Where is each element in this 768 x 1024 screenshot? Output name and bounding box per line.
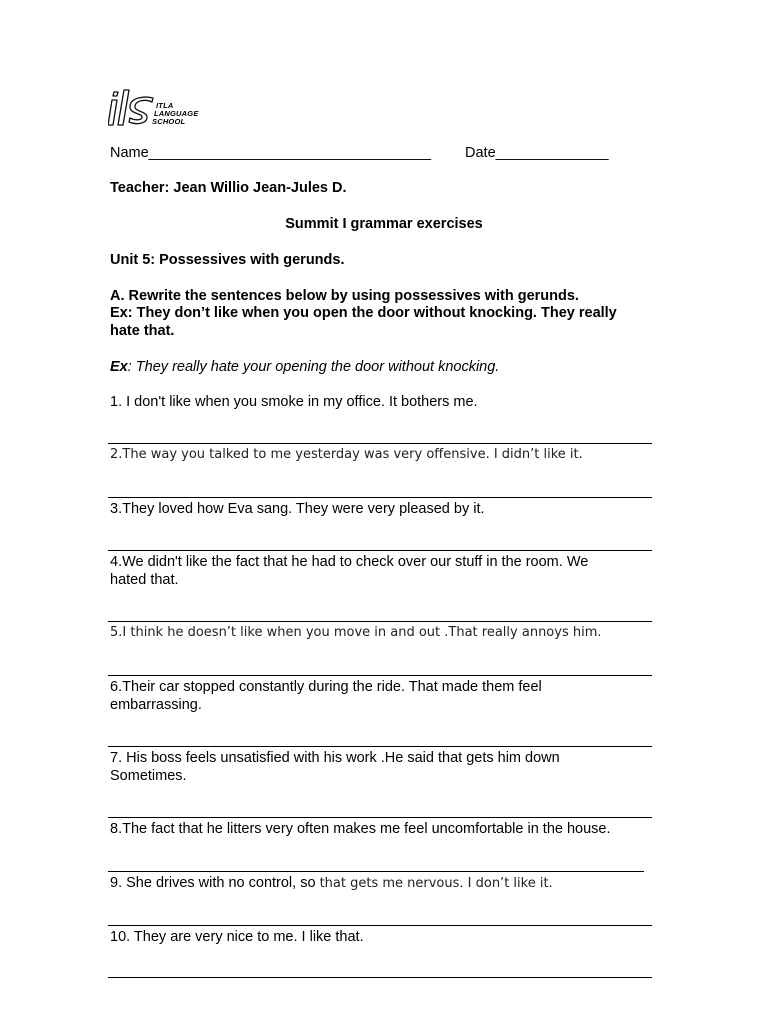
example-answer	[110, 358, 499, 376]
teacher-line: Teacher: Jean Willio Jean-Jules D.	[110, 180, 347, 196]
example-answer-prefix: Ex	[110, 359, 128, 375]
exercise-5-text: 5.I think he doesn’t like when you move in and out .That really annoys him.	[110, 625, 602, 640]
exercise-5-answer-line[interactable]	[108, 675, 652, 676]
logo-text-line-2: LANGUAGE	[154, 109, 199, 118]
exercise-7-text-line-2: Sometimes.	[110, 768, 187, 784]
exercise-9-answer-line[interactable]	[108, 925, 652, 926]
logo-text-line-3: SCHOOL	[152, 117, 186, 126]
instructions-heading: A. Rewrite the sentences below by using possessives with gerunds.	[110, 288, 579, 304]
exercise-9-text-part-2: that gets me nervous. I don’t like it.	[319, 876, 553, 891]
exercise-2-answer-line[interactable]	[108, 497, 652, 498]
exercise-8-text: 8.The fact that he litters very often makes me feel uncomfortable in the house.	[110, 821, 611, 837]
unit-heading: Unit 5: Possessives with gerunds.	[110, 252, 345, 268]
page-title: Summit I grammar exercises	[285, 216, 483, 232]
exercise-4-text-line-1: 4.We didn't like the fact that he had to check over our stuff in the room. We	[110, 554, 589, 570]
exercise-1-text: 1. I don't like when you smoke in my office. It bothers me.	[110, 394, 478, 410]
school-logo	[108, 88, 218, 130]
exercise-9-text	[110, 874, 553, 893]
name-field-label: Name___________________________________	[110, 145, 431, 161]
exercise-2-text: 2.The way you talked to me yesterday was very offensive. I didn’t like it.	[110, 447, 583, 462]
example-line-2: hate that.	[110, 323, 175, 339]
exercise-6-text-line-2: embarrassing.	[110, 697, 202, 713]
exercise-1-answer-line[interactable]	[108, 443, 652, 444]
exercise-7-answer-line[interactable]	[108, 817, 652, 818]
exercise-6-text-line-1: 6.Their car stopped constantly during the ride. That made them feel	[110, 679, 542, 695]
date-field-label: Date______________	[465, 145, 609, 161]
exercise-10-text: 10. They are very nice to me. I like that.	[110, 929, 364, 945]
example-answer-text: : They really hate your opening the door without knocking.	[127, 359, 500, 375]
exercise-7-text-line-1: 7. His boss feels unsatisfied with his work .He said that gets him down	[110, 750, 560, 766]
exercise-10-answer-line[interactable]	[108, 977, 652, 978]
exercise-6-answer-line[interactable]	[108, 746, 652, 747]
example-line-1: Ex: They don’t like when you open the door without knocking. They really	[110, 305, 617, 321]
exercise-3-text: 3.They loved how Eva sang. They were very pleased by it.	[110, 501, 485, 517]
exercise-8-answer-line[interactable]	[108, 871, 644, 872]
exercise-4-answer-line[interactable]	[108, 621, 652, 622]
logo-text-line-1: ITLA	[156, 101, 174, 110]
exercise-3-answer-line[interactable]	[108, 550, 652, 551]
exercise-4-text-line-2: hated that.	[110, 572, 179, 588]
exercise-9-text-part-1: 9. She drives with no control, so	[110, 875, 320, 891]
